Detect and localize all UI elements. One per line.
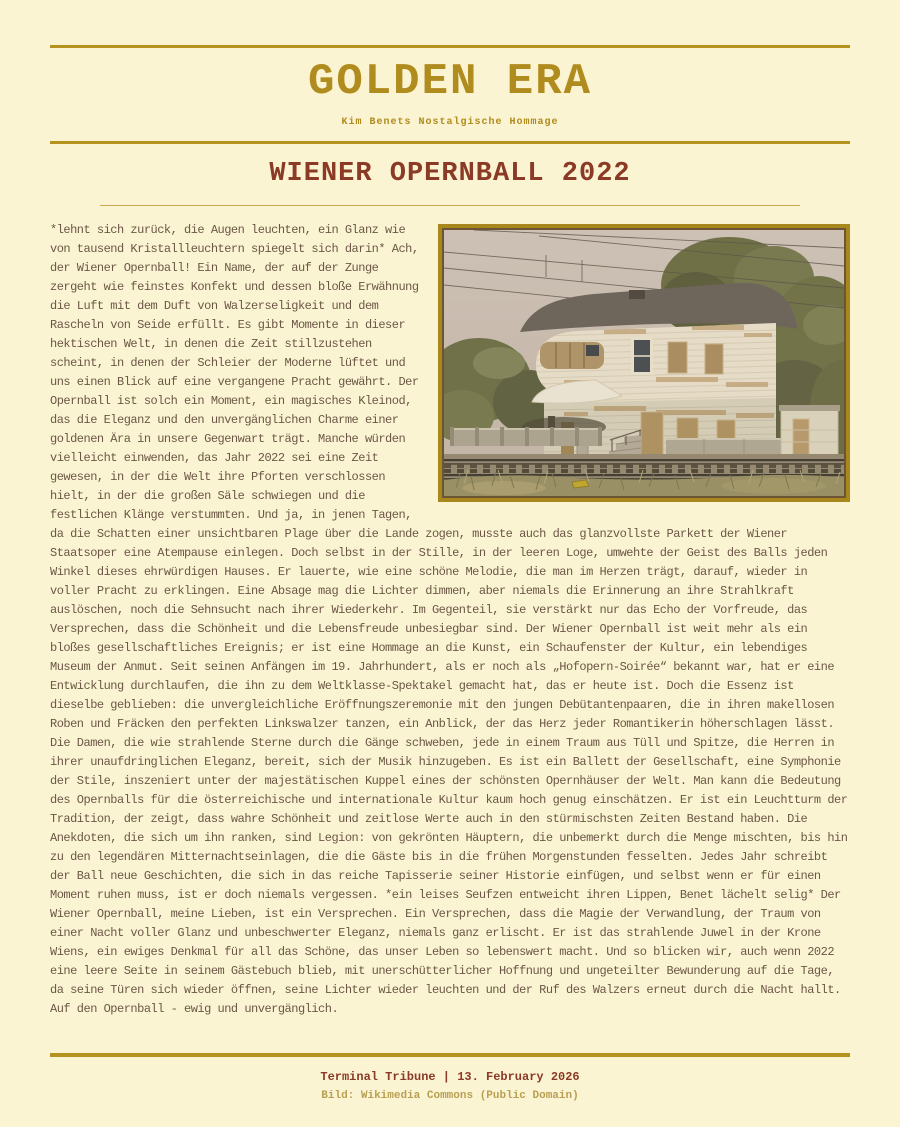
article-photo xyxy=(438,224,850,502)
masthead-subtitle: Kim Benets Nostalgische Hommage xyxy=(341,117,559,128)
article-title-underline xyxy=(100,205,800,206)
footer-rule xyxy=(50,1053,850,1057)
masthead-rule-bottom xyxy=(50,141,850,144)
newspaper-page xyxy=(0,45,900,1102)
masthead-rule-top xyxy=(50,45,850,48)
page-footer xyxy=(50,1053,850,1102)
article-title: WIENER OPERNBALL 2022 xyxy=(269,159,631,189)
signal-box-illustration xyxy=(444,230,844,496)
masthead-title: GOLDEN ERA xyxy=(307,57,593,107)
article-text: *lehnt sich zurück, die Augen leuchten, ein Glanz wie von tausend Kristallleuchtern spiegelt sich darin* Ach, der Wiener Opernball! Ein Name, der auf der Zunge zergeht wie feinstes Konfekt und dessen bloße Erwähnung die Luft mit dem Duft von Walzerseligkeit und dem Rascheln von Seide erfüllt. Es gibt Momente in dieser hektischen Welt, in denen die Zeit stillzustehen scheint, in denen der Schleier der Moderne lüftet und uns einen Blick auf eine vergangene Pracht gewährt. Der Opernball ist solch ein Moment, ein magisches Kleinod, das die Eleganz und den unvergänglichen Charme einer goldenen Ära in unsere Gegenwart trägt. Manche würden vielleicht einwenden, das Jahr 2022 sei eine Zeit gewesen, in der die Welt ihre Pforten verschlossen hielt, in der die großen Säle schwiegen und die festlichen Klänge verstummten. Und ja, in jenen Tagen, da die Schatten einer unsichtbaren Plage über die Lande zogen, musste auch das glanzvollste Parkett der Wiener Staatsoper eine Atempause einlegen. Doch selbst in der Stille, in der leeren Loge, umwehte der Geist des Balls jeden Winkel dieses ehrwürdigen Hauses. Er lauerte, wie eine schöne Melodie, die man im Herzen trägt, darauf, wieder in voller Pracht zu erklingen. Eine Absage mag die Lichter dimmen, aber niemals die Erinnerung an ihre Strahlkraft auslöschen, noch die Sehnsucht nach ihrer Wiederkehr. Im Gegenteil, sie verstärkt nur das Echo der Vorfreude, das Versprechen, dass die Schönheit und die Lebensfreude unbesiegbar sind. Der Wiener Opernball ist weit mehr als ein bloßes gesellschaftliches Ereignis; er ist eine Hommage an die Kunst, ein Schaufenster der Kultur, ein lebendiges Museum der Anmut. Seit seinen Anfängen im 19. Jahrhundert, als er noch als „Hofopern-Soirée“ bekannt war, hat er eine Entwicklung durchlaufen, die ihn zu dem Weltklasse-Spektakel gemacht hat, das er heute ist. Doch die Essenz ist dieselbe geblieben: die unvergleichliche Eröffnungszeremonie mit den jungen Debütantenpaaren, die in ihren makellosen Roben und Fräcken den perfekten Linkswalzer tanzen, ein Anblick, der das Herz jeder Romantikerin höherschlagen lässt. Die Damen, die wie strahlende Sterne durch die Gänge schweben, jede in einem Traum aus Tüll und Spitze, die Herren in ihrer unaufdringlichen Eleganz, bereit, sich der Musik hinzugeben. Es ist ein Ballett der Gesellschaft, eine Symphonie der Stile, inszeniert unter der majestätischen Kuppel eines der schönsten Opernhäuser der Welt. Man kann die Bedeutung des Opernballs für die österreichische und internationale Kultur kaum hoch genug einschätzen. Er ist ein Leuchtturm der Tradition, der zeigt, dass wahre Schönheit und zeitlose Werte auch in den stürmischsten Zeiten Bestand haben. Die Anekdoten, die sich um ihn ranken, sind Legion: von gekrönten Häuptern, die unbemerkt durch die Menge mischten, bis hin zu den legendären Mitternachtseinlagen, die die Gäste bis in die frühen Morgenstunden fesselten. Jedes Jahr schreibt der Ball neue Geschichten, die sich in das reiche Tapisserie seiner Historie einfügen, und selbst wenn er für einen Moment ruhen muss, ist er doch niemals vergessen. *ein leises Seufzen entweicht ihren Lippen, Benet lächelt selig* Der Wiener Opernball, meine Lieben, ist ein Versprechen. Ein Versprechen, dass die Magie der Verwandlung, der Traum von einer Nacht voller Glanz und unbeschwerter Eleganz, niemals ganz erlischt. Er ist das strahlende Juwel in der Krone Wiens, ein ewiges Denkmal für all das Schöne, das unser Leben so lebenswert macht. Und so blicken wir, auch wenn 2022 eine leere Seite in seinem Gästebuch blieb, mit unerschütterlicher Hoffnung und ungeteilter Bewunderung auf die Tage, da seine Türen sich wieder öffnen, seine Lichter wieder leuchten und der Ruf des Walzers erneut durch die Nacht hallt. Auf den Opernball - ewig und unvergänglich. xyxy=(50,223,848,1016)
footer-publication-line: Terminal Tribune | 13. February 2026 xyxy=(320,1070,580,1084)
article-body xyxy=(50,221,850,1019)
footer-credit-line: Bild: Wikimedia Commons (Public Domain) xyxy=(321,1090,579,1102)
